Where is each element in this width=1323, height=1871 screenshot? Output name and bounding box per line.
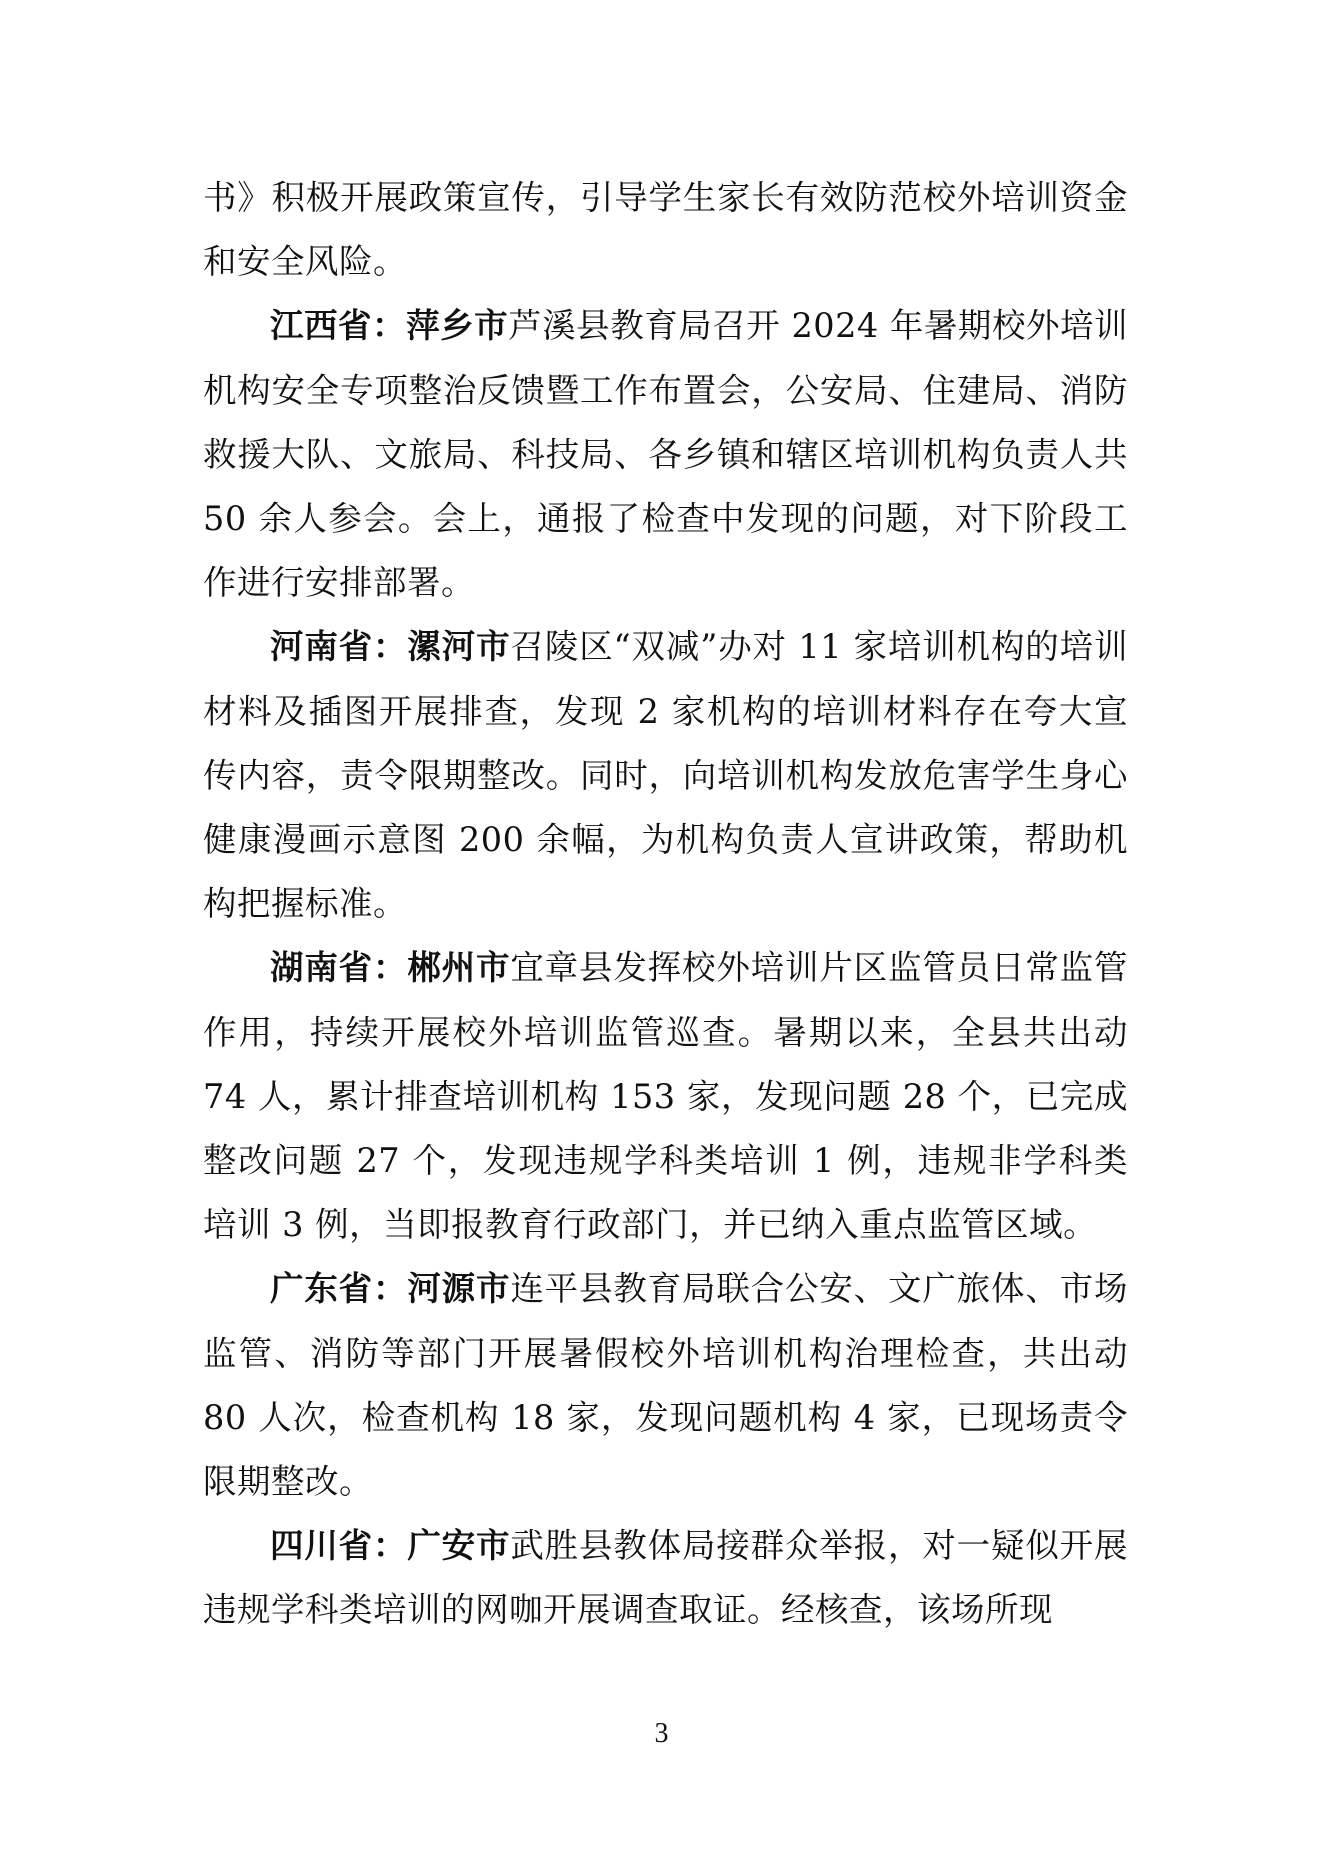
paragraph-hunan-text: 宜章县发挥校外培训片区监管员日常监管作用，持续开展校外培训监管巡查。暑期以来，全县共出动 74 人，累计排查培训机构 153 家，发现问题 28 个，已完成整改问题 27 个，发现违规学科类培训 1 例，违规非学科类培训 3 例，当即报教育行政部门，并已纳入重点监管区域。 — [203, 948, 1129, 1245]
city-label-luohe: 漯河市 — [407, 627, 511, 667]
paragraph-hunan — [203, 936, 1128, 1257]
province-label-guangdong: 广东省： — [270, 1269, 408, 1309]
city-label-chenzhou: 郴州市 — [407, 948, 511, 988]
paragraph-1-text: 书》积极开展政策宣传，引导学生家长有效防范校外培训资金和安全风险。 — [203, 178, 1128, 282]
province-label-sichuan: 四川省： — [270, 1526, 408, 1566]
paragraph-henan — [203, 615, 1128, 936]
city-label-heyuan: 河源市 — [407, 1269, 511, 1309]
paragraph-1 — [203, 166, 1128, 294]
province-label-jiangxi: 江西省： — [270, 306, 407, 346]
paragraph-sichuan — [203, 1514, 1128, 1642]
city-label-guangan: 广安市 — [407, 1526, 511, 1566]
province-label-henan: 河南省： — [270, 627, 408, 667]
page-number: 3 — [654, 1718, 669, 1749]
paragraph-jiangxi — [203, 294, 1128, 615]
paragraph-guangdong — [203, 1257, 1128, 1514]
body-text — [203, 166, 1128, 1643]
paragraph-jiangxi-text: 芦溪县教育局召开 2024 年暑期校外培训机构安全专项整治反馈暨工作布置会，公安局、住建局、消防救援大队、文旅局、科技局、各乡镇和辖区培训机构负责人共 50 余人参会。会上，通报了检查中发现的问题，对下阶段工作进行安排部署。 — [203, 306, 1128, 603]
province-label-hunan: 湖南省： — [270, 948, 408, 988]
paragraph-sichuan-text: 武胜县教体局接群众举报，对一疑似开展违规学科类培训的网咖开展调查取证。经核查，该场所现 — [203, 1526, 1129, 1630]
paragraph-henan-text: 召陵区“双减”办对 11 家培训机构的培训材料及插图开展排查，发现 2 家机构的培训材料存在夸大宣传内容，责令限期整改。同时，向培训机构发放危害学生身心健康漫画示意图 200 余幅，为机构负责人宣讲政策，帮助机构把握标准。 — [203, 627, 1129, 924]
paragraph-guangdong-text: 连平县教育局联合公安、文广旅体、市场监管、消防等部门开展暑假校外培训机构治理检查，共出动 80 人次，检查机构 18 家，发现问题机构 4 家，已现场责令限期整改。 — [203, 1269, 1129, 1502]
city-label-pingxiang: 萍乡市 — [406, 306, 509, 346]
